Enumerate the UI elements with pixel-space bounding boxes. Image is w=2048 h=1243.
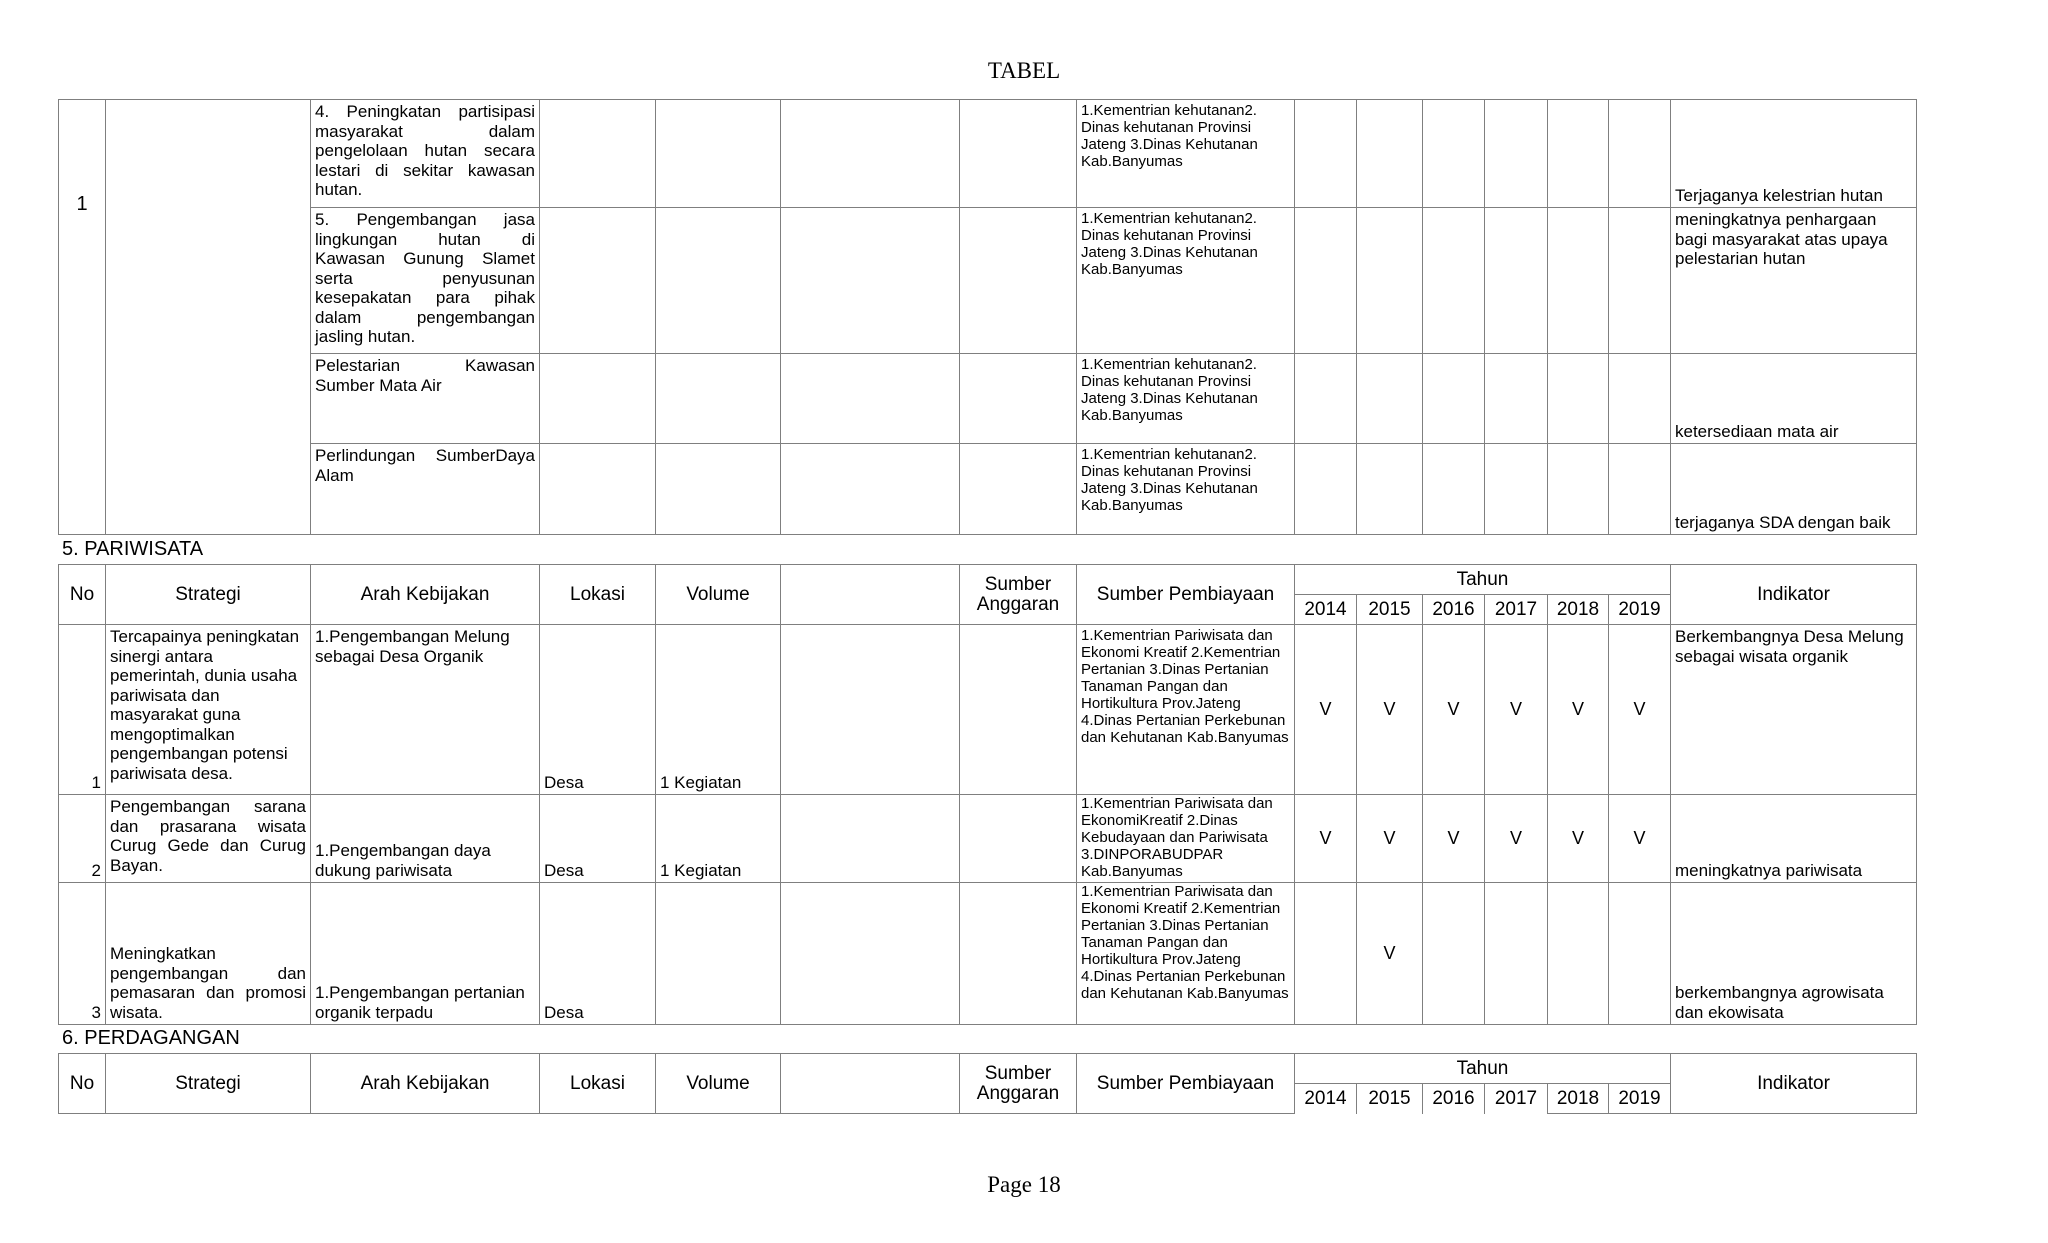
header-volume: Volume (656, 1054, 781, 1114)
sumber-pembiayaan-cell: 1.Kementrian Pariwisata dan EkonomiKreatif 2.Dinas Kebudayaan dan Pariwisata 3.DINPORABUDPAR Kab.Banyumas (1077, 795, 1295, 883)
table-header-row (59, 1054, 1917, 1084)
year-mark: V (1295, 625, 1357, 795)
strategi-cell: Meningkatkan pengembangan dan pemasaran dan promosi wisata. (106, 883, 311, 1025)
arah-kebijakan-cell: 1.Pengembangan Melung sebagai Desa Organik (311, 625, 540, 795)
arah-kebijakan-cell: 1.Pengembangan pertanian organik terpadu (311, 883, 540, 1025)
header-strategi: Strategi (106, 565, 311, 625)
header-sumber-pembiayaan: Sumber Pembiayaan (1077, 565, 1295, 625)
indikator-cell: Terjaganya kelestrian hutan (1671, 100, 1917, 208)
year-mark: V (1295, 795, 1357, 883)
header-year: 2019 (1609, 1084, 1671, 1114)
indikator-cell: Berkembangnya Desa Melung sebagai wisata organik (1671, 625, 1917, 795)
header-indikator: Indikator (1671, 1054, 1917, 1114)
perdagangan-table (58, 1053, 1917, 1114)
year-mark: V (1548, 795, 1609, 883)
arah-kebijakan-cell: Pelestarian Kawasan Sumber Mata Air (311, 354, 540, 444)
header-strategi: Strategi (106, 1054, 311, 1114)
arah-kebijakan-cell: 4. Peningkatan partisipasi masyarakat dalam pengelolaan hutan secara lestari di sekitar kawasan hutan. (311, 100, 540, 208)
year-mark (1423, 883, 1485, 1025)
header-volume: Volume (656, 565, 781, 625)
year-mark: V (1423, 625, 1485, 795)
indikator-cell: meningkatnya pariwisata (1671, 795, 1917, 883)
sumber-pembiayaan-cell: 1.Kementrian Pariwisata dan Ekonomi Kreatif 2.Kementrian Pertanian 3.Dinas Pertanian Tanaman Pangan dan Hortikultura Prov.Jateng 4.Dinas Pertanian Perkebunan dan Kehutanan Kab.Banyumas (1077, 625, 1295, 795)
header-lokasi: Lokasi (540, 1054, 656, 1114)
indikator-cell: berkembangnya agrowisata dan ekowisata (1671, 883, 1917, 1025)
volume-cell (656, 883, 781, 1025)
table-row (59, 444, 1917, 535)
table-row (59, 883, 1917, 1025)
header-year: 2016 (1423, 595, 1485, 625)
row-number: 1 (59, 100, 106, 535)
strategi-cell: Tercapainya peningkatan sinergi antara pemerintah, dunia usaha pariwisata dan masyarakat guna mengoptimalkan pengembangan potensi pariwisata desa. (106, 625, 311, 795)
header-year: 2015 (1357, 1084, 1423, 1114)
year-mark: V (1357, 883, 1423, 1025)
header-no: No (59, 565, 106, 625)
header-sumber-anggaran: Sumber Anggaran (960, 1054, 1077, 1114)
year-mark (1548, 883, 1609, 1025)
header-year: 2016 (1423, 1084, 1485, 1114)
table-row (59, 354, 1917, 444)
year-mark: V (1609, 625, 1671, 795)
header-indikator: Indikator (1671, 565, 1917, 625)
header-year: 2019 (1609, 595, 1671, 625)
year-mark: V (1357, 795, 1423, 883)
header-year: 2018 (1548, 595, 1609, 625)
header-year: 2017 (1485, 1084, 1548, 1114)
header-lokasi: Lokasi (540, 565, 656, 625)
strategi-cell (106, 100, 311, 535)
volume-cell: 1 Kegiatan (656, 625, 781, 795)
pariwisata-table (58, 564, 1917, 1025)
header-arah-kebijakan: Arah Kebijakan (311, 565, 540, 625)
section-title-perdagangan: 6. PERDAGANGAN (62, 1027, 240, 1049)
table-row (59, 795, 1917, 883)
header-year: 2017 (1485, 595, 1548, 625)
year-mark: V (1423, 795, 1485, 883)
table-row (59, 100, 1917, 208)
year-mark (1485, 883, 1548, 1025)
table-row (59, 208, 1917, 354)
sumber-pembiayaan-cell: 1.Kementrian kehutanan2. Dinas kehutanan Provinsi Jateng 3.Dinas Kehutanan Kab.Banyumas (1077, 208, 1295, 354)
strategi-cell: Pengembangan sarana dan prasarana wisata Curug Gede dan Curug Bayan. (106, 795, 311, 883)
header-year: 2014 (1295, 1084, 1357, 1114)
table-row (59, 625, 1917, 795)
sumber-pembiayaan-cell: 1.Kementrian kehutanan2. Dinas kehutanan Provinsi Jateng 3.Dinas Kehutanan Kab.Banyumas (1077, 444, 1295, 535)
year-mark: V (1609, 795, 1671, 883)
row-number: 3 (59, 883, 106, 1025)
header-no: No (59, 1054, 106, 1114)
page-header-title: TABEL (987, 58, 1061, 83)
header-year: 2018 (1548, 1084, 1609, 1114)
arah-kebijakan-cell: Perlindungan SumberDaya Alam (311, 444, 540, 535)
year-mark: V (1485, 795, 1548, 883)
year-mark: V (1357, 625, 1423, 795)
table-header-row (59, 565, 1917, 595)
year-mark (1609, 883, 1671, 1025)
arah-kebijakan-cell: 1.Pengembangan daya dukung pariwisata (311, 795, 540, 883)
header-sumber-pembiayaan: Sumber Pembiayaan (1077, 1054, 1295, 1114)
lokasi-cell: Desa (540, 883, 656, 1025)
header-tahun: Tahun (1295, 1054, 1671, 1084)
row-number: 1 (59, 625, 106, 795)
header-year: 2015 (1357, 595, 1423, 625)
indikator-cell: meningkatnya penhargaan bagi masyarakat atas upaya pelestarian hutan (1671, 208, 1917, 354)
indikator-cell: ketersediaan mata air (1671, 354, 1917, 444)
indikator-cell: terjaganya SDA dengan baik (1671, 444, 1917, 535)
section-title-pariwisata: 5. PARIWISATA (62, 538, 204, 560)
arah-kebijakan-cell: 5. Pengembangan jasa lingkungan hutan di Kawasan Gunung Slamet serta penyusunan kesepakatan para pihak dalam pengembangan jasling hutan. (311, 208, 540, 354)
header-sumber-anggaran: Sumber Anggaran (960, 565, 1077, 625)
sumber-pembiayaan-cell: 1.Kementrian kehutanan2. Dinas kehutanan Provinsi Jateng 3.Dinas Kehutanan Kab.Banyumas (1077, 354, 1295, 444)
year-mark: V (1485, 625, 1548, 795)
year-mark (1295, 883, 1357, 1025)
sumber-pembiayaan-cell: 1.Kementrian Pariwisata dan Ekonomi Kreatif 2.Kementrian Pertanian 3.Dinas Pertanian Tanaman Pangan dan Hortikultura Prov.Jateng 4.Dinas Pertanian Perkebunan dan Kehutanan Kab.Banyumas (1077, 883, 1295, 1025)
page-footer-number: Page 18 (987, 1172, 1061, 1197)
sumber-pembiayaan-cell: 1.Kementrian kehutanan2. Dinas kehutanan Provinsi Jateng 3.Dinas Kehutanan Kab.Banyumas (1077, 100, 1295, 208)
year-mark: V (1548, 625, 1609, 795)
kehutanan-continuation-table (58, 99, 1917, 535)
lokasi-cell: Desa (540, 795, 656, 883)
header-tahun: Tahun (1295, 565, 1671, 595)
row-number: 2 (59, 795, 106, 883)
lokasi-cell: Desa (540, 625, 656, 795)
volume-cell: 1 Kegiatan (656, 795, 781, 883)
header-arah-kebijakan: Arah Kebijakan (311, 1054, 540, 1114)
header-year: 2014 (1295, 595, 1357, 625)
